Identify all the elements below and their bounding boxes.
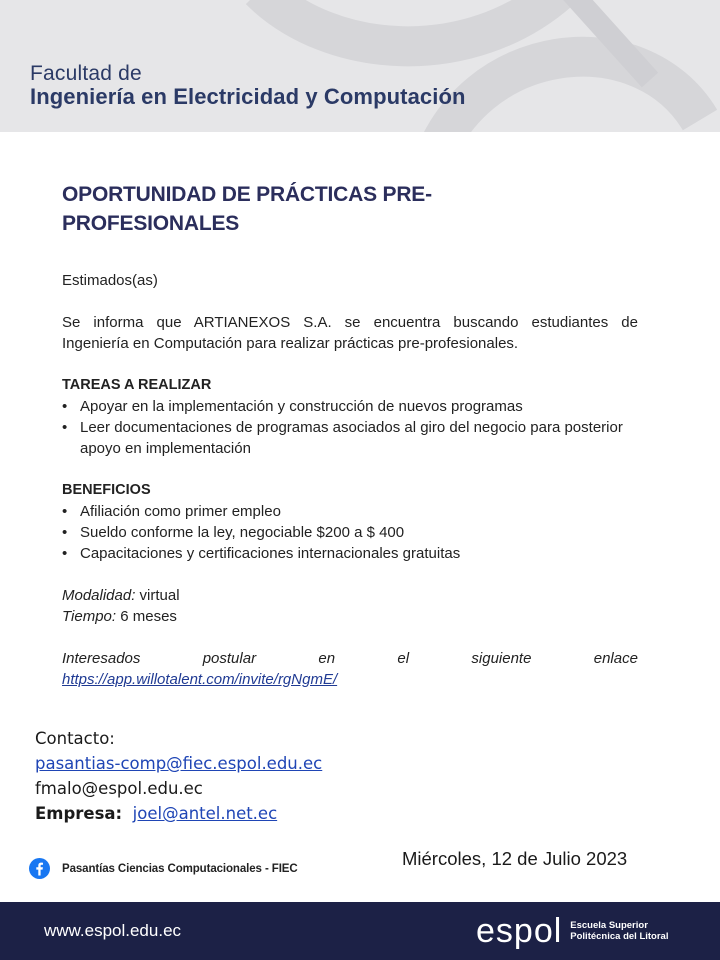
task-text: Apoyar en la implementación y construcción de nuevos programas xyxy=(80,398,523,415)
facebook-page-name: Pasantías Ciencias Computacionales - FIEC xyxy=(62,862,298,875)
bullet-icon: • xyxy=(62,503,68,520)
apply-word: en xyxy=(318,650,336,667)
bullet-icon: • xyxy=(62,524,68,541)
company-label: Empresa: xyxy=(35,804,123,823)
header-banner xyxy=(0,0,720,132)
contact-email-link[interactable]: pasantias-comp@fiec.espol.edu.ec xyxy=(35,754,323,773)
document-title: OPORTUNIDAD DE PRÁCTICAS PRE-PROFESIONALES xyxy=(62,183,432,235)
list-item xyxy=(62,396,638,417)
modalidad-value: virtual xyxy=(135,587,180,604)
footer-bar xyxy=(0,902,720,960)
benefits-heading: BENEFICIOS xyxy=(62,482,151,498)
document-body xyxy=(62,270,638,690)
list-item xyxy=(62,543,638,564)
modalidad-label: Modalidad: xyxy=(62,587,136,604)
faculty-name-line1: Facultad de xyxy=(30,62,142,85)
list-item xyxy=(62,522,638,543)
tiempo-line xyxy=(62,606,638,627)
contact-block xyxy=(35,726,322,826)
tasks-heading: TAREAS A REALIZAR xyxy=(62,377,212,393)
benefit-text: Sueldo conforme la ley, negociable $200 a $ 400 xyxy=(80,524,405,541)
benefit-text: Capacitaciones y certificaciones internacionales gratuitas xyxy=(80,545,461,562)
espol-logo-word: espol xyxy=(476,912,563,950)
tiempo-label: Tiempo: xyxy=(62,608,117,625)
apply-word: postular xyxy=(202,650,257,667)
espol-logo-subtitle xyxy=(570,920,668,942)
apply-word: siguiente xyxy=(471,650,532,667)
facebook-icon xyxy=(29,858,50,879)
faculty-name-line2: Ingeniería en Electricidad y Computación xyxy=(30,84,466,109)
tiempo-value: 6 meses xyxy=(116,608,177,625)
list-item xyxy=(62,417,638,459)
logo-sub-line2: Politécnica del Litoral xyxy=(570,931,669,942)
bullet-icon: • xyxy=(62,545,68,562)
logo-sub-line1: Escuela Superior xyxy=(570,920,648,931)
benefits-list xyxy=(62,501,638,564)
modalidad-line xyxy=(62,585,638,606)
publication-date: Miércoles, 12 de Julio 2023 xyxy=(402,848,628,869)
facebook-page[interactable] xyxy=(29,858,298,879)
company-contact xyxy=(35,801,322,826)
greeting: Estimados(as) xyxy=(62,272,158,289)
bullet-icon: • xyxy=(62,398,68,415)
intro-line-1: Se informa que ARTIANEXOS S.A. se encuentra buscando estudiantes de xyxy=(62,314,638,331)
apply-word: enlace xyxy=(593,650,638,667)
bullet-icon: • xyxy=(62,419,68,436)
contact-email-2: fmalo@espol.edu.ec xyxy=(35,779,203,798)
apply-word: el xyxy=(397,650,410,667)
website-link[interactable]: www.espol.edu.ec xyxy=(44,921,182,940)
apply-text xyxy=(62,648,638,669)
task-text: Leer documentaciones de programas asociados al giro del negocio para posterior apoyo en implementación xyxy=(80,419,623,457)
tasks-list xyxy=(62,396,638,459)
apply-word: Interesados xyxy=(62,650,141,667)
application-link[interactable]: https://app.willotalent.com/invite/rgNgmE/ xyxy=(62,671,338,688)
intro-line-2: Ingeniería en Computación para realizar prácticas pre-profesionales. xyxy=(62,335,519,352)
espol-logo xyxy=(476,912,668,950)
list-item xyxy=(62,501,638,522)
contact-label: Contacto: xyxy=(35,729,115,748)
company-email-link[interactable]: joel@antel.net.ec xyxy=(132,804,278,823)
benefit-text: Afiliación como primer empleo xyxy=(80,503,281,520)
